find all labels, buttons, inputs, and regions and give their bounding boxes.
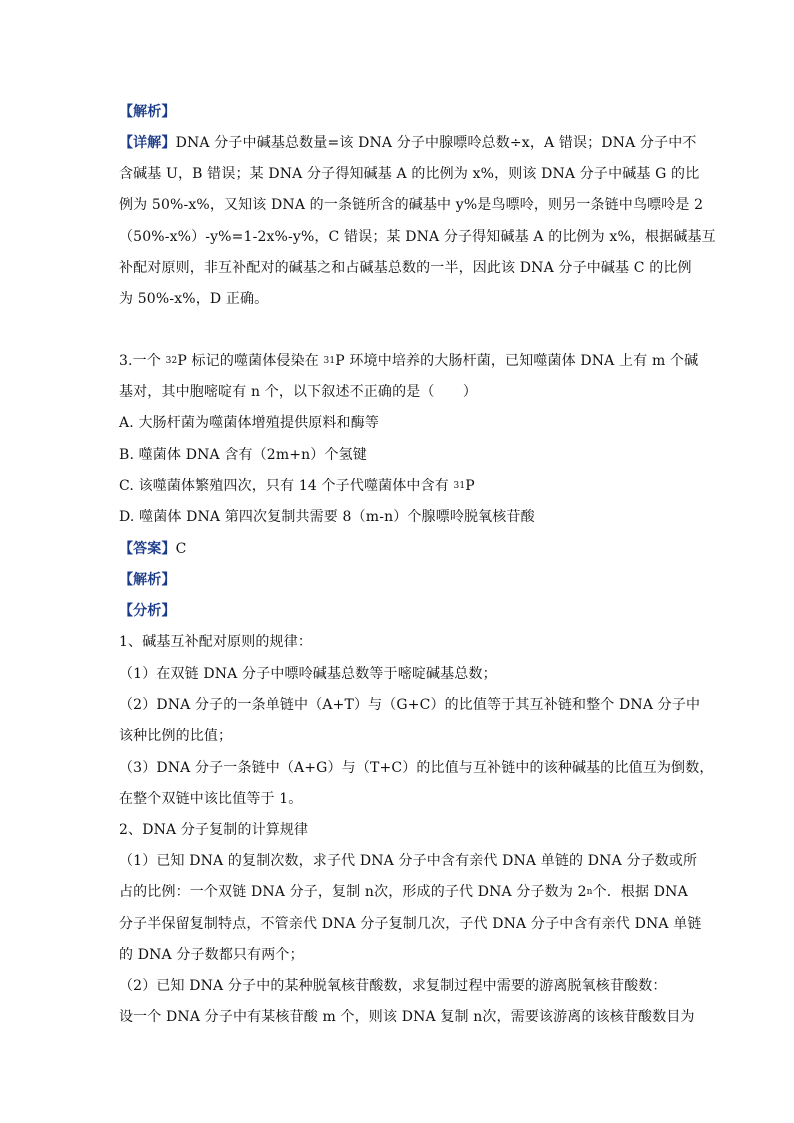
explanation-line-6: 为 50%-x%，D 正确。 [119, 291, 269, 307]
section-heading-analysis-2: 【解析】 [119, 572, 176, 588]
superscript: 31 [453, 481, 466, 491]
explanation-line-5: 补配对原则，非互补配对的碱基之和占碱基总数的一半，因此该 DNA 分子中碱基 C 的比例 [119, 260, 692, 276]
analysis-line-9 [119, 882, 688, 902]
option-c [119, 476, 475, 496]
analysis-line-7: 2、DNA 分子复制的计算规律 [119, 822, 309, 838]
option-text: C. 该噬菌体繁殖四次，只有 14 个子代噬菌体中含有 [119, 478, 454, 494]
analysis-line-1: 1、碱基互补配对原则的规律： [119, 634, 313, 650]
question-stem-line-2: 基对，其中胞嘧啶有 n 个，以下叙述不正确的是（ ） [119, 384, 477, 400]
superscript: 32 [165, 356, 178, 366]
option-text: P [465, 478, 475, 494]
section-tag-answer: 【答案】 [119, 541, 176, 557]
section-heading-analysis: 【解析】 [119, 104, 176, 120]
superscript: 31 [323, 356, 336, 366]
question-text: P 环境中培养的大肠杆菌，已知噬菌体 DNA 上有 m 个碱 [335, 353, 699, 369]
explanation-line-2: 含碱基 U，B 错误；某 DNA 分子得知碱基 A 的比例为 x%，则该 DNA 分子中碱基 G 的比 [119, 166, 700, 182]
question-text: P 标记的噬菌体侵染在 [177, 353, 324, 369]
explanation-text: DNA 分子中碱基总数量=该 DNA 分子中腺嘌呤总数÷x，A 错误；DNA 分子中不 [175, 135, 697, 151]
analysis-text: 个．根据 DNA [592, 884, 688, 900]
section-heading-breakdown: 【分析】 [119, 603, 176, 619]
answer-value: C [175, 541, 187, 557]
analysis-line-10: 分子半保留复制特点，不管亲代 DNA 分子复制几次，子代 DNA 分子中含有亲代 DNA 单链 [119, 916, 702, 932]
explanation-line-4: （50%-x%）-y%=1-2x%-y%，C 错误；某 DNA 分子得知碱基 A 的比例为 x%，根据碱基互 [119, 229, 716, 245]
option-d: D. 噬菌体 DNA 第四次复制共需要 8（m-n）个腺嘌呤脱氧核苷酸 [119, 509, 535, 525]
question-stem-line-1 [119, 351, 698, 371]
analysis-line-2: （1）在双链 DNA 分子中嘌呤碱基总数等于嘧啶碱基总数； [119, 666, 497, 682]
analysis-line-3: （2）DNA 分子的一条单链中（A+T）与（G+C）的比值等于其互补链和整个 DNA 分子中 [119, 697, 701, 713]
answer-line [119, 539, 186, 559]
analysis-line-4: 该种比例的比值； [119, 728, 233, 744]
section-tag-detail: 【详解】 [119, 135, 176, 151]
option-a: A. 大肠杆菌为噬菌体增殖提供原料和酶等 [119, 415, 380, 431]
analysis-line-12: （2）已知 DNA 分子中的某种脱氧核苷酸数，求复制过程中需要的游离脱氧核苷酸数： [119, 978, 667, 994]
question-text: 一个 [132, 353, 166, 369]
explanation-line-1 [119, 133, 697, 153]
analysis-text: 占的比例：一个双链 DNA 分子，复制 n次，形成的子代 DNA 分子数为 2 [119, 884, 587, 900]
superscript: n [586, 887, 593, 897]
question-number: 3. [119, 353, 133, 369]
analysis-line-13: 设一个 DNA 分子中有某核苷酸 m 个，则该 DNA 复制 n次，需要该游离的该核苷酸数目为 [119, 1009, 695, 1025]
analysis-line-6: 在整个双链中该比值等于 1。 [119, 791, 303, 807]
analysis-line-8: （1）已知 DNA 的复制次数，求子代 DNA 分子中含有亲代 DNA 单链的 DNA 分子数或所 [119, 853, 698, 869]
explanation-line-3: 例为 50%-x%，又知该 DNA 的一条链所含的碱基中 y%是鸟嘌呤，则另一条链中鸟嘌呤是 2 [119, 197, 704, 213]
option-b: B. 噬菌体 DNA 含有（2m+n）个氢键 [119, 447, 367, 463]
analysis-line-11: 的 DNA 分子数都只有两个； [119, 947, 304, 963]
analysis-line-5: （3）DNA 分子一条链中（A+G）与（T+C）的比值与互补链中的该种碱基的比值互为倒数， [119, 760, 714, 776]
